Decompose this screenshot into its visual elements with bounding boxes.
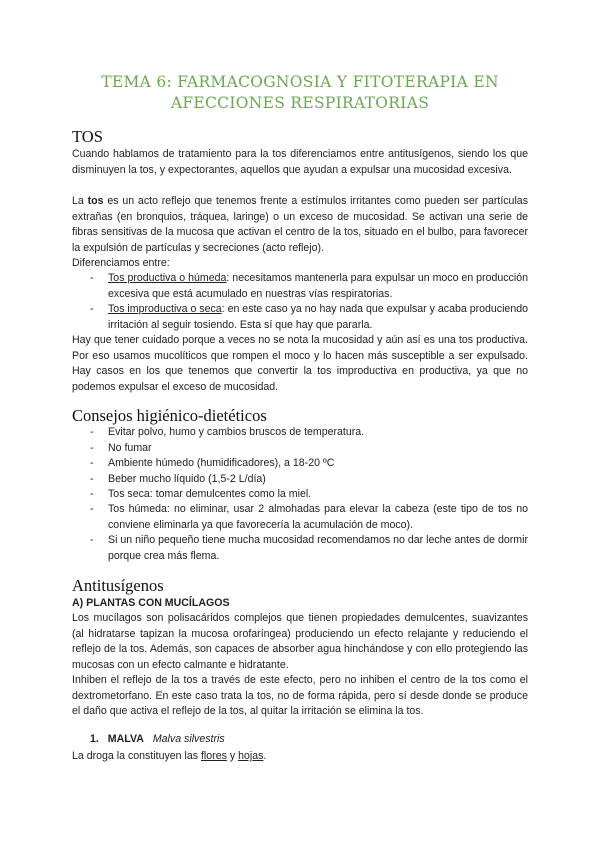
list-item-text: Tos seca: tomar demulcentes como la miel. xyxy=(108,488,312,500)
tos-paragraph-1: Cuando hablamos de tratamiento para la tos diferenciamos entre antitusígenos, siendo los que disminuyen la tos, y expectorantes, aquellos que ayudan a expulsar una mucosidad excesiva. xyxy=(72,148,528,176)
list-dash: - xyxy=(90,473,94,485)
heading-antitusigenos: Antitusígenos xyxy=(72,576,164,595)
list-dash: - xyxy=(90,272,94,284)
tos-p2-start: La xyxy=(72,195,88,207)
list-dash: - xyxy=(90,488,94,500)
heading-tos: TOS xyxy=(72,127,103,146)
list-item-underlined: Tos productiva o húmeda xyxy=(108,272,227,284)
document-title xyxy=(60,72,540,114)
list-dash: - xyxy=(90,534,94,546)
antitusigenos-paragraph-2: Inhiben el reflejo de la tos a través de este efecto, pero no inhiben el centro de la tos como el dextrometorfano. En este caso trata la tos, no de forma rápida, pero sí desde donde se produce el daño que activa el reflejo de la tos, al quitar la irritación se elimina la tos. xyxy=(72,674,528,718)
antitusigenos-paragraph-1: Los mucílagos son polisacáridos complejos que tienen propiedades demulcentes, suavizantes (al hidratarse tapizan la mucosa orofaríngea) produciendo un efecto relajante y reduciendo el reflejo de la tos. Además, son capaces de absorber agua hinchándose y con ello protegiendo las mucosas con un efecto calmante e hidratante. xyxy=(72,612,528,671)
list-item-text xyxy=(108,302,528,333)
item-number: 1. xyxy=(90,733,99,745)
list-dash: - xyxy=(90,426,94,438)
list-item-text: Tos húmeda: no eliminar, usar 2 almohadas para elevar la cabeza (este tipo de tos no conviene eliminarla ya que favorecería la acumulación de moco). xyxy=(108,503,528,531)
title-line-1: TEMA 6: FARMACOGNOSIA Y FITOTERAPIA EN xyxy=(101,73,499,91)
heading-consejos: Consejos higiénico-dietéticos xyxy=(72,406,267,425)
list-item-text: No fumar xyxy=(108,442,152,454)
list-item-rest: : en este caso ya no hay nada que expulsar y acaba produciendo irritación al seguir tosiendo. Esta sí que hay que pararla. xyxy=(108,303,529,331)
tos-paragraph-2 xyxy=(72,194,528,256)
malva-text-end: . xyxy=(263,750,267,762)
list-dash: - xyxy=(90,303,94,315)
malva-hojas: hojas xyxy=(238,750,264,762)
list-dash: - xyxy=(90,503,94,515)
list-item-text xyxy=(108,271,528,302)
list-dash: - xyxy=(90,457,94,469)
numbered-item-malva xyxy=(90,733,225,745)
tos-paragraph-4: Hay que tener cuidado porque a veces no se nota la mucosidad y aún así es una tos productiva. Por eso usamos mucolíticos que rompen el moco y lo hacen más susceptible a ser expulsado. Hay casos en los que tenemos que convertir la tos improductiva en productiva, ya que no podemos expulsar el exceso de mucosidad. xyxy=(72,334,528,393)
malva-text-mid: y xyxy=(226,750,239,762)
list-item-text: Si un niño pequeño tiene mucha mucosidad recomendamos no dar leche antes de dormir porque crea más flema. xyxy=(108,534,528,562)
item-latin-name: Malva silvestris xyxy=(152,733,225,745)
malva-text-start: La droga la constituyen las xyxy=(72,750,201,762)
list-item-text: Ambiente húmedo (humidificadores), a 18-20 ºC xyxy=(108,457,335,469)
tos-paragraph-3: Diferenciamos entre: xyxy=(72,257,170,269)
malva-paragraph xyxy=(72,749,528,765)
tos-p2-rest: es un acto reflejo que tenemos frente a estímulos irritantes como pueden ser partículas extrañas (en bronquios, tráquea, laringe) o un exceso de mucosidad. Se activan una serie de fibras sensitivas de la mucosa que activan el centro de la tos, situado en el bulbo, para favorecer la expulsión de partículas y secreciones (acto reflejo). xyxy=(72,195,528,254)
title-line-2: AFECCIONES RESPIRATORIAS xyxy=(170,94,430,112)
item-name: MALVA xyxy=(107,733,144,745)
list-item-underlined: Tos improductiva o seca xyxy=(108,303,222,315)
list-item-rest: : necesitamos mantenerla para expulsar un moco en producción excesiva que está acumulado en nuestras vías respiratorias. xyxy=(108,272,528,300)
list-item-text: Beber mucho líquido (1,5-2 L/día) xyxy=(108,473,266,485)
subheading-plantas-mucilagos: A) PLANTAS CON MUCÍLAGOS xyxy=(72,597,230,609)
tos-p2-bold: tos xyxy=(87,195,104,207)
list-dash: - xyxy=(90,442,94,454)
malva-flores: flores xyxy=(200,750,227,762)
list-item-text: Evitar polvo, humo y cambios bruscos de temperatura. xyxy=(108,426,365,438)
